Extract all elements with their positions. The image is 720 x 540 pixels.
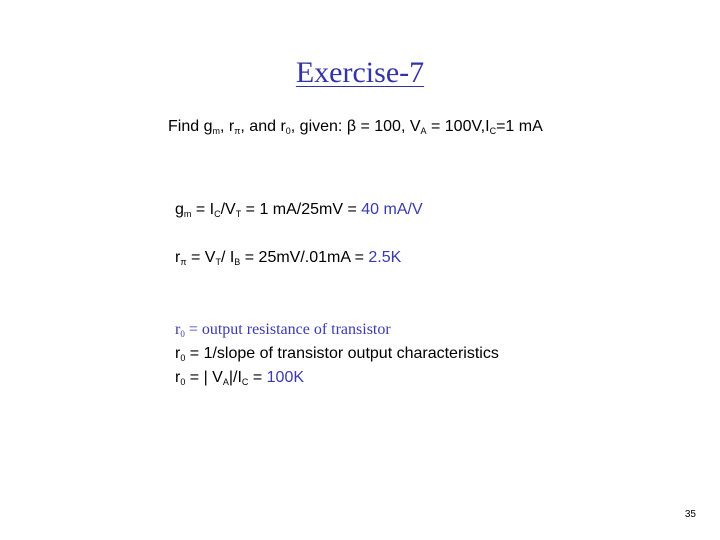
subscript: 0 — [180, 377, 186, 387]
subscript: A — [222, 377, 229, 387]
subscript: m — [183, 209, 192, 219]
subscript: 0 — [180, 329, 185, 339]
ro-result: 100K — [266, 369, 305, 386]
subscript: T — [215, 257, 221, 267]
equation-text: = I — [191, 201, 215, 218]
definition-text: = output resistance of transistor — [184, 321, 391, 338]
page-number: 35 — [684, 509, 696, 520]
definition-text: r — [175, 321, 181, 338]
equation-text: = | V — [185, 369, 223, 386]
subscript: π — [180, 257, 187, 267]
rpi-result: 2.5K — [368, 249, 402, 266]
subscript: π — [234, 126, 241, 136]
problem-statement — [168, 117, 543, 138]
subscript: C — [489, 126, 497, 136]
subscript: C — [214, 209, 221, 219]
equation-text: / I — [220, 249, 235, 266]
equation-text: |/I — [228, 369, 242, 386]
equation-text: /V — [220, 201, 236, 218]
subscript: B — [234, 257, 241, 267]
slide-title-text: Exercise-7 — [295, 56, 425, 89]
gm-equation — [175, 200, 423, 221]
subscript: T — [235, 209, 242, 219]
problem-text: , r — [219, 118, 235, 135]
equation-text: = V — [186, 249, 216, 266]
subscript: 0 — [180, 353, 186, 363]
problem-text: , and r — [240, 118, 286, 135]
subscript: 0 — [285, 126, 291, 136]
equation-text: r — [175, 249, 181, 266]
subscript: A — [420, 126, 427, 136]
equation-text: = — [248, 369, 267, 386]
problem-text: =1 mA — [496, 118, 543, 135]
equation-text: = 25mV/.01mA = — [240, 249, 369, 266]
subscript: m — [212, 126, 220, 136]
ro-definition — [175, 320, 391, 341]
equation-text: = 1/slope of transistor output characteristics — [185, 345, 499, 362]
equation-text: r — [175, 345, 181, 362]
gm-result: 40 mA/V — [361, 201, 423, 218]
subscript: C — [241, 377, 249, 387]
rpi-equation — [175, 248, 401, 269]
slide-title — [0, 56, 720, 90]
equation-text: r — [175, 369, 181, 386]
problem-text: Find g — [168, 118, 213, 135]
ro-slope-line — [175, 344, 499, 365]
equation-text: g — [175, 201, 184, 218]
problem-text: = 100V,I — [426, 118, 490, 135]
ro-equation — [175, 368, 304, 389]
equation-text: = 1 mA/25mV = — [241, 201, 362, 218]
problem-text: , given: β = 100, V — [290, 118, 421, 135]
